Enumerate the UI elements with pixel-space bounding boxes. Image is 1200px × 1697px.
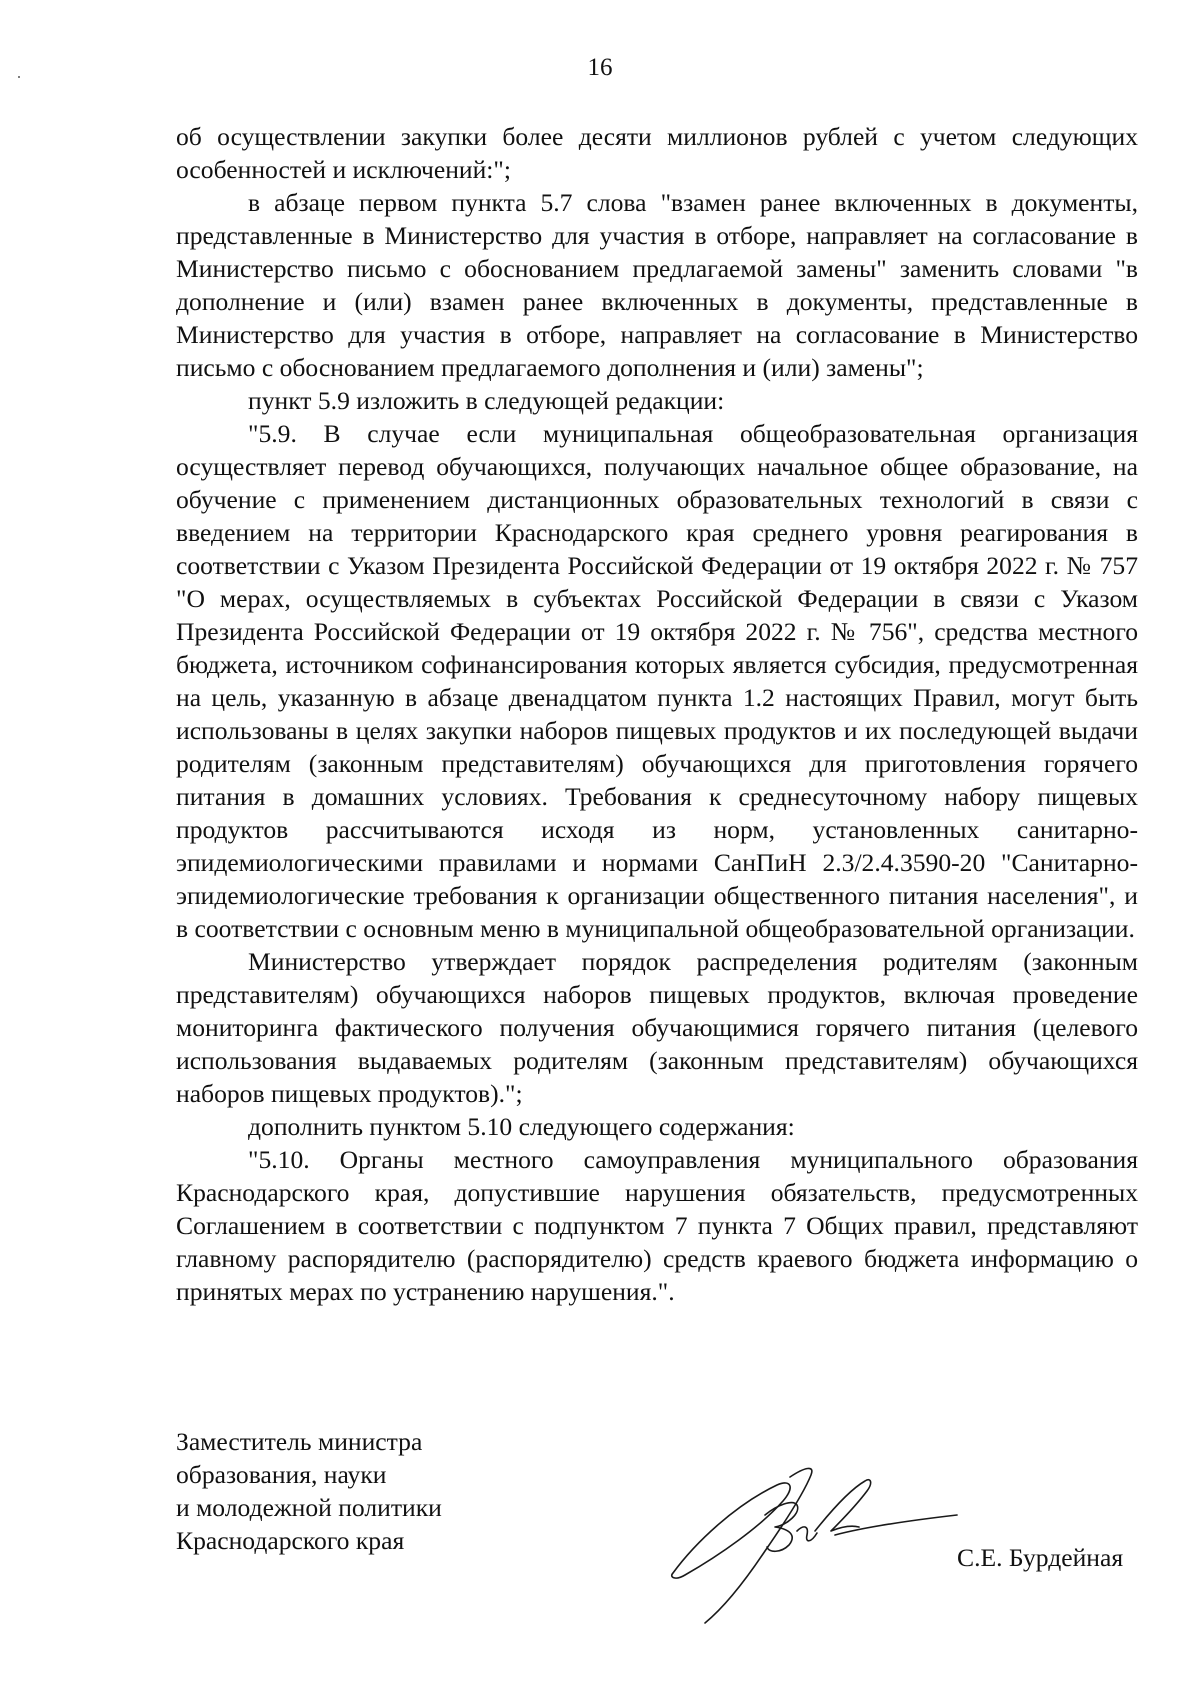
paragraph: дополнить пунктом 5.10 следующего содержания: bbox=[248, 1112, 795, 1141]
handwritten-signature bbox=[665, 1455, 965, 1625]
signatory-title bbox=[176, 1425, 442, 1557]
paragraph: в абзаце первом пункта 5.7 слова "взамен ранее включенных в документы, представленные в Министерство для участия в отборе, направляет на согласование в Министерство письмо с обоснованием предлагаемой замены" заменить словами "в дополнение и (или) взамен ранее включенных в документы, представленные в Министерство для участия в отборе, направляет на согласование в Министерство письмо с обоснованием предлагаемого дополнения и (или) замены"; bbox=[176, 188, 1138, 382]
signer-name: С.Е. Бурдейная bbox=[957, 1543, 1124, 1572]
document-body bbox=[176, 120, 1138, 1308]
page-number: 16 bbox=[587, 54, 613, 81]
paragraph: Министерство утверждает порядок распределения родителям (законным представителям) обучающихся наборов пищевых продуктов, включая проведение мониторинга фактического получения обучающимися горячего питания (целевого использования выдаваемых родителям (законным представителям) обучающихся наборов пищевых продуктов)."; bbox=[176, 947, 1138, 1108]
paragraph: пункт 5.9 изложить в следующей редакции: bbox=[248, 386, 725, 415]
signatory-title-line: Заместитель министра bbox=[176, 1427, 423, 1456]
signatory-title-line: Краснодарского края bbox=[176, 1526, 405, 1555]
paragraph: "5.9. В случае если муниципальная общеобразовательная организация осуществляет перевод обучающихся, получающих начальное общее образование, на обучение с применением дистанционных образовательных технологий в связи с введением на территории Краснодарского края среднего уровня реагирования в соответствии с Указом Президента Российской Федерации от 19 октября 2022 г. № 757 "О мерах, осуществляемых в субъектах Российской Федерации в связи с Указом Президента Российской Федерации от 19 октября 2022 г. № 756", средства местного бюджета, источником софинансирования которых является субсидия, предусмотренная на цель, указанную в абзаце двенадцатом пункта 1.2 настоящих Правил, могут быть использованы в целях закупки наборов пищевых продуктов и их последующей выдачи родителям (законным представителям) обучающихся для приготовления горячего питания в домашних условиях. Требования к среднесуточному набору пищевых продуктов рассчитываются исходя из норм, установленных санитарно-эпидемиологическими правилами и нормами СанПиН 2.3/2.4.3590-20 "Санитарно-эпидемиологические требования к организации общественного питания населения", и в соответствии с основным меню в муниципальной общеобразовательной организации. bbox=[176, 419, 1138, 943]
paragraph: об осуществлении закупки более десяти миллионов рублей с учетом следующих особенностей и исключений:"; bbox=[176, 122, 1138, 184]
signatory-title-line: и молодежной политики bbox=[176, 1493, 442, 1522]
signatory-title-line: образования, науки bbox=[176, 1460, 387, 1489]
paragraph: "5.10. Органы местного самоуправления муниципального образования Краснодарского края, допустившие нарушения обязательств, предусмотренных Соглашением в соответствии с подпунктом 7 пункта 7 Общих правил, представляют главному распорядителю (распорядителю) средств краевого бюджета информацию о принятых мерах по устранению нарушения.". bbox=[176, 1145, 1138, 1306]
